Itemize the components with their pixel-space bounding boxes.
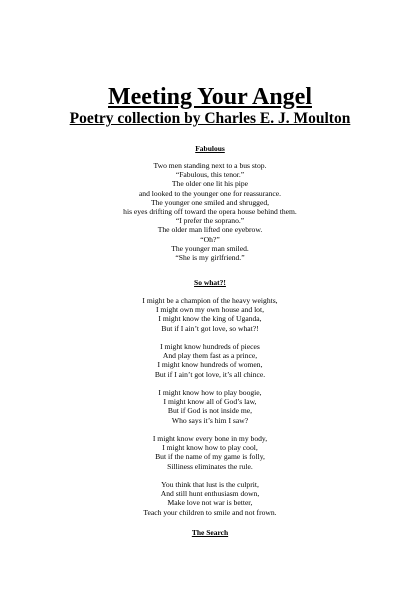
poem-line: Teach your children to smile and not frown.: [143, 507, 277, 517]
poem-body-fabulous: [0, 161, 420, 262]
poem-line: The younger one smiled and shrugged,: [150, 197, 270, 207]
poem-line: “She is my girlfriend.”: [175, 253, 245, 263]
poem-line: “I prefer the soprano.”: [175, 216, 245, 226]
poem-line: The older one lit his pipe: [171, 179, 249, 189]
poem-line: I might know hundreds of pieces: [160, 342, 260, 351]
poem-line: I might know how to play cool,: [162, 443, 258, 453]
stanza-gap: [0, 425, 420, 434]
stanza-gap: [0, 379, 420, 388]
poem-line: But if the name of my game is folly,: [155, 452, 265, 462]
poem-line: “Oh?”: [200, 234, 220, 244]
poem-line: And still hunt enthusiasm down,: [160, 489, 260, 499]
poem-line: Silliness eliminates the rule.: [167, 461, 253, 471]
poem-line: I might know the king of Uganda,: [158, 314, 262, 324]
poem-title-fabulous: Fabulous: [195, 144, 225, 153]
poem-line: But if I ain’t got love, it’s all chince.: [154, 369, 266, 379]
stanza-gap: [0, 471, 420, 480]
poem-title-so-what: So what?!: [194, 278, 226, 287]
poem-line: I might own my own house and lot,: [156, 305, 264, 315]
poem-line: You think that lust is the culprit,: [161, 480, 259, 489]
poem-line: But if I ain’t got love, so what?!: [161, 323, 259, 333]
poem-line: Who says it’s him I saw?: [171, 415, 249, 425]
stanza-gap: [0, 333, 420, 342]
poem-body-so-what: [0, 296, 420, 517]
poem-line: I might be a champion of the heavy weights,: [142, 296, 278, 305]
poem-line: And play them fast as a prince,: [162, 351, 258, 361]
poem-line: his eyes drifting off toward the opera house behind them.: [123, 207, 297, 217]
poem-line: I might know how to play boogie,: [158, 388, 262, 397]
poem-line: Make love not war is better,: [167, 498, 253, 508]
poem-line: I might know every bone in my body,: [152, 434, 268, 443]
document-title: Meeting Your Angel: [108, 84, 312, 110]
poem-line: “Fabulous, this tenor.”: [175, 170, 245, 180]
poem-line: The older man lifted one eyebrow.: [157, 225, 263, 235]
poem-line: and looked to the younger one for reassurance.: [138, 188, 282, 198]
poem-title-the-search: The Search: [191, 528, 229, 537]
document-subtitle: Poetry collection by Charles E. J. Moulton: [69, 110, 351, 127]
poem-line: Two men standing next to a bus stop.: [153, 161, 267, 170]
poem-line: I might know hundreds of women,: [157, 360, 263, 370]
poem-line: The younger man smiled.: [171, 243, 249, 253]
poem-line: I might know all of God’s law,: [163, 397, 257, 407]
poem-line: But if God is not inside me,: [167, 406, 253, 416]
